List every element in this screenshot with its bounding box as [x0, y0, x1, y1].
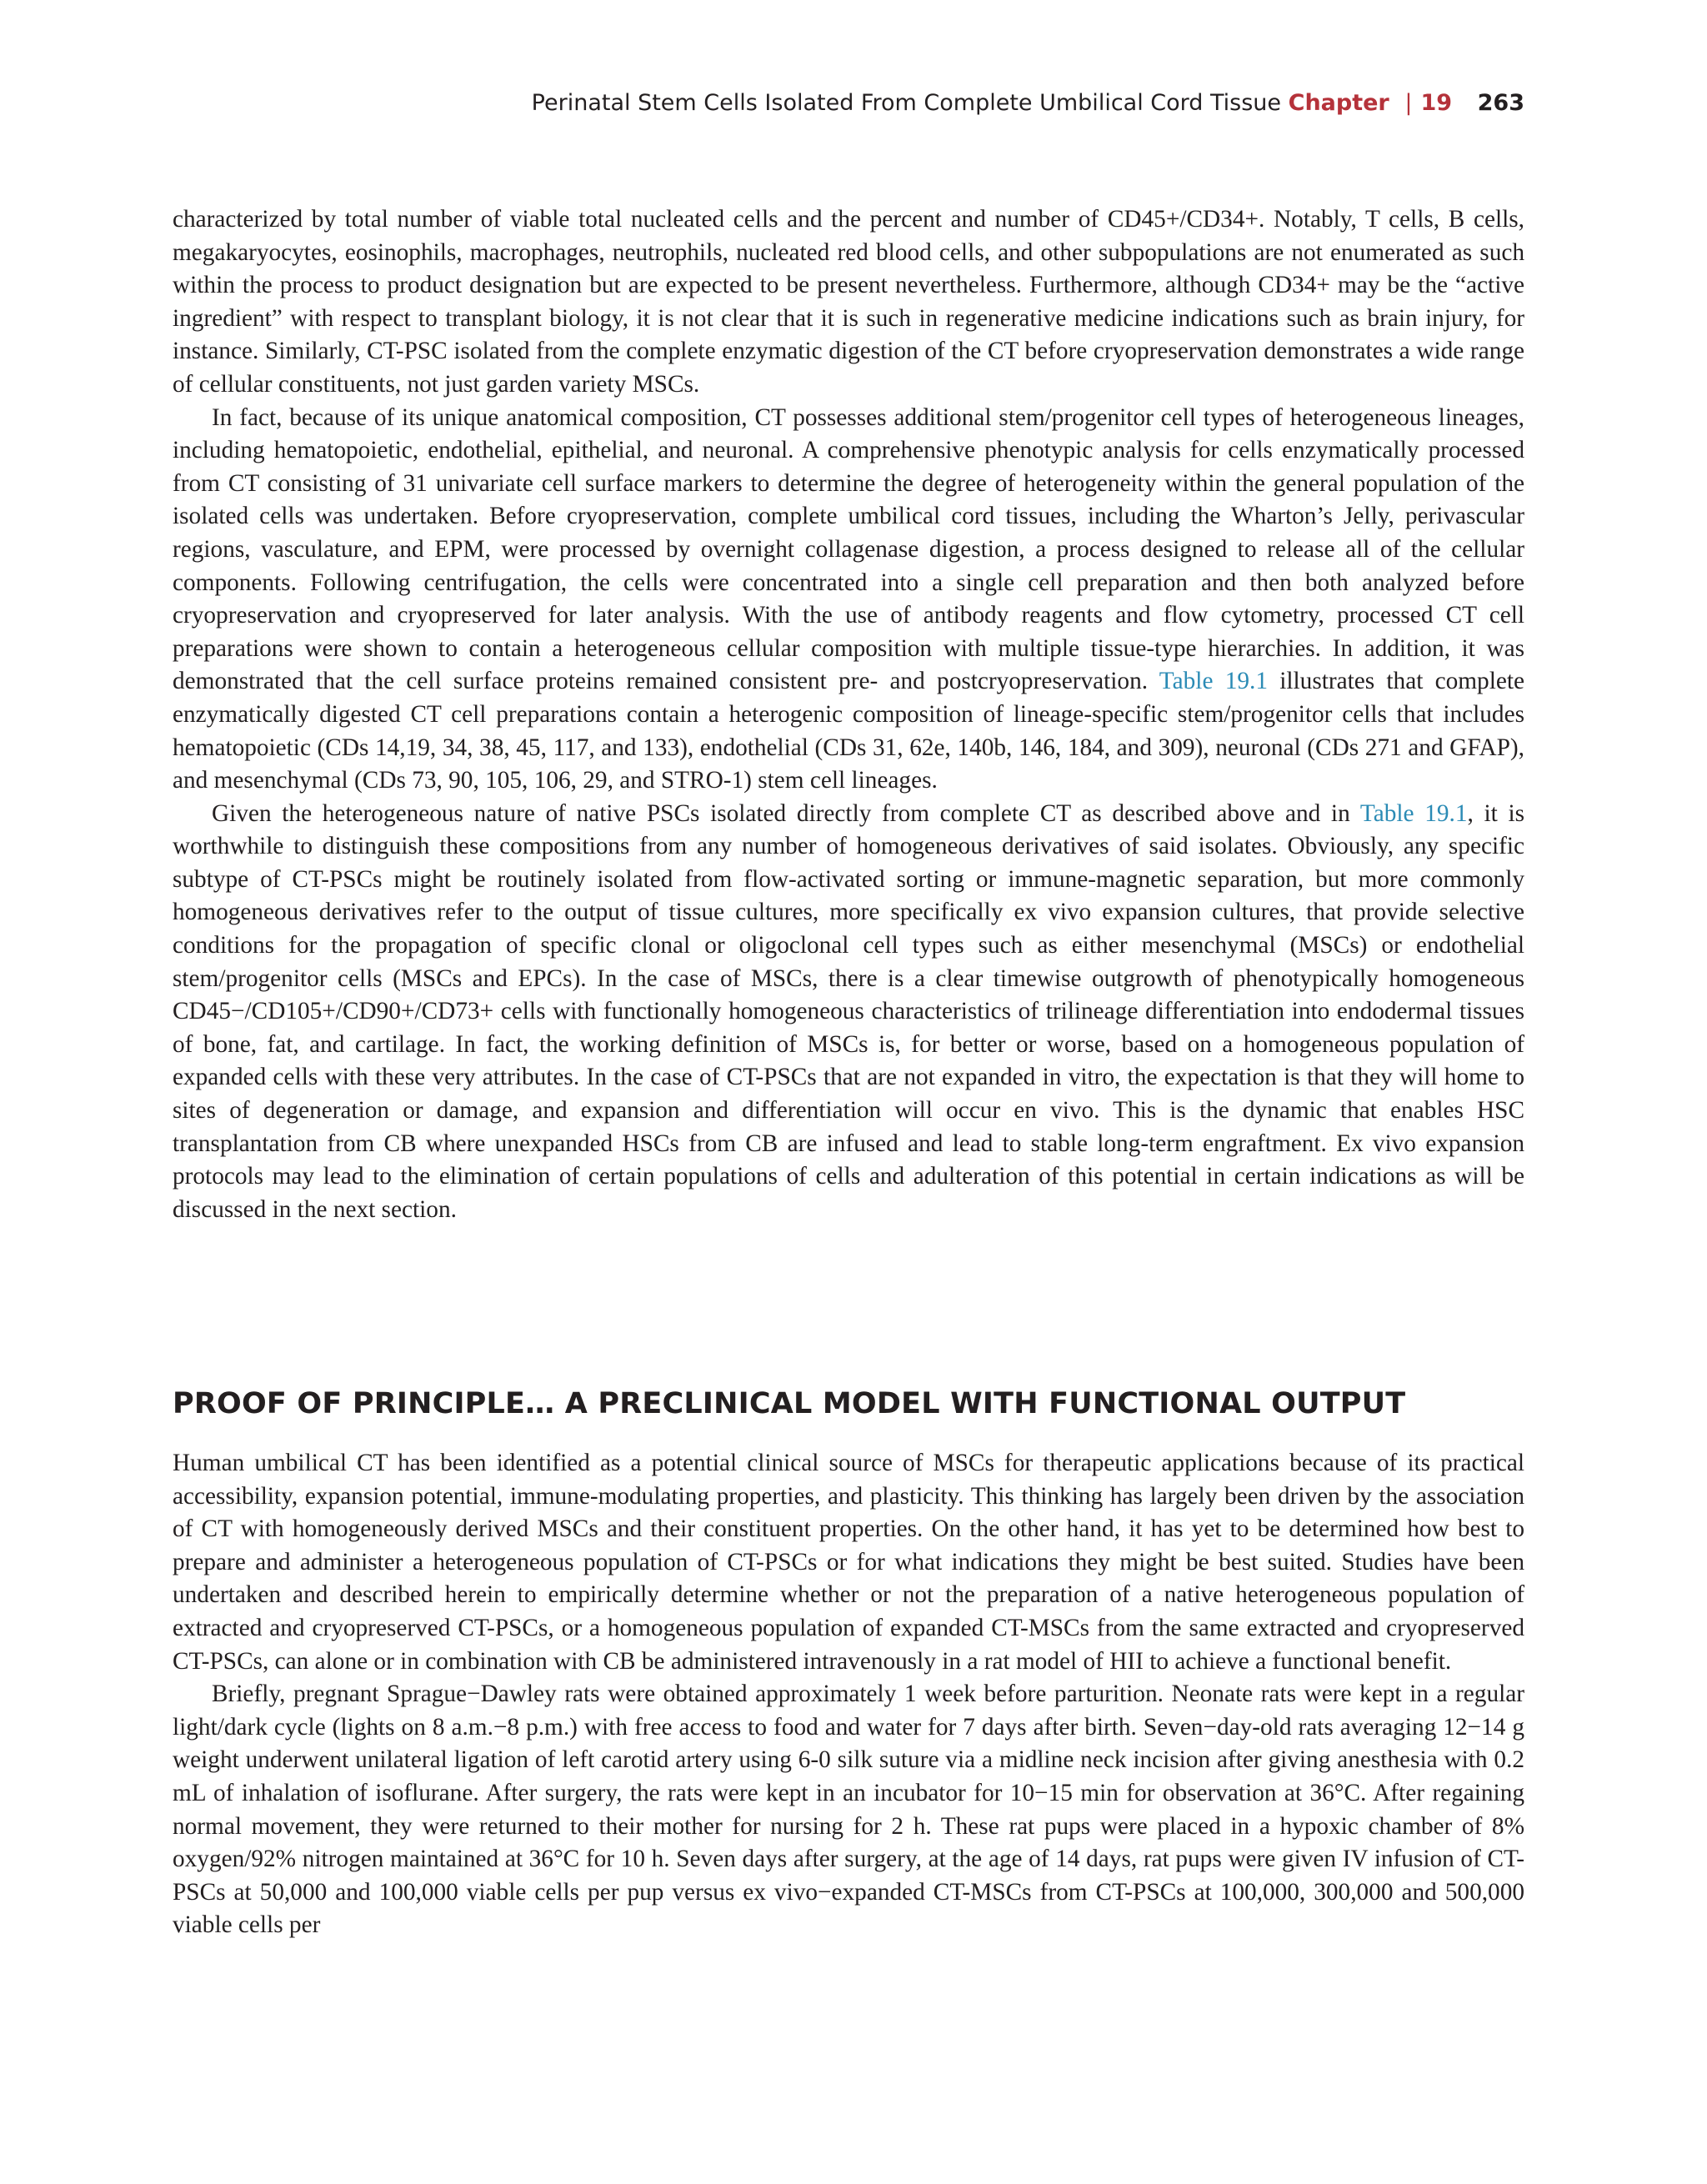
chapter-label: Chapter	[1288, 90, 1389, 116]
paragraph: Briefly, pregnant Sprague−Dawley rats were obtained approximately 1 week before parturition. Neonate rats were kept in a regular light/dark cycle (lights on 8 a.m.−8 p.m.) with free access to food and water for 7 days after birth. Seven−day-old rats averaging 12−14 g weight underwent unilateral ligation of left carotid artery using 6-0 silk suture via a midline neck incision after giving anesthesia with 0.2 mL of inhalation of isoflurane. After surgery, the rats were kept in an incubator for 10−15 min for observation at 36°C. After regaining normal movement, they were returned to their mother for nursing for 2 h. These rat pups were placed in a hypoxic chamber of 8% oxygen/92% nitrogen maintained at 36°C for 10 h. Seven days after surgery, at the age of 14 days, rat pups were given IV infusion of CT-PSCs at 50,000 and 100,000 viable cells per pup versus ex vivo−expanded CT-MSCs from CT-PSCs at 100,000, 300,000 and 500,000 viable cells per	[173, 1681, 1524, 1939]
chapter-number: 19	[1420, 90, 1453, 116]
paragraph-text: , it is worthwhile to distinguish these compositions from any number of homogeneous derivatives of said isolates. Obviously, any specific subtype of CT-PSCs might be routinely isolated from flow-activated sorting or immune-magnetic separation, but more commonly homogeneous derivatives refer to the output of tissue cultures, more specifically ex vivo expansion cultures, that provide selective conditions for the propagation of specific clonal or oligoclonal cell types such as either mesenchymal (MSCs) or endothelial stem/progenitor cells (MSCs and EPCs). In the case of MSCs, there is a clear timewise outgrowth of phenotypically homogeneous CD45−/CD105+/CD90+/CD73+ cells with functionally homogeneous characteristics of trilineage differentiation into endodermal tissues of bone, fat, and cartilage. In fact, the working definition of MSCs is, for better or worse, based on a homogeneous population of expanded cells with these very attributes. In the case of CT-PSCs that are not expanded in vitro, the expectation is that they will home to sites of degeneration or damage, and expansion and differentiation will occur en vivo. This is the dynamic that enables HSC transplantation from CB where unexpanded HSCs from CB are infused and lead to stable long-term engraftment. Ex vivo expansion protocols may lead to the elimination of certain populations of cells and adulteration of this potential in certain indications as will be discussed in the next section.	[173, 799, 1524, 1223]
table-reference-link[interactable]: Table 19.1	[1159, 668, 1268, 695]
section-body	[173, 1447, 1524, 1942]
section-heading: PROOF OF PRINCIPLE… A PRECLINICAL MODEL WITH FUNCTIONAL OUTPUT	[173, 1387, 1406, 1420]
paragraph-text: In fact, because of its unique anatomical composition, CT possesses additional stem/progenitor cell types of heterogeneous lineages, including hematopoietic, endothelial, epithelial, and neuronal. A comprehensive phenotypic analysis for cells enzymatically processed from CT consisting of 31 univariate cell surface markers to determine the degree of heterogeneity within the general population of the isolated cells was undertaken. Before cryopreservation, complete umbilical cord tissues, including the Wharton’s Jelly, perivascular regions, vasculature, and EPM, were processed by overnight collagenase digestion, a process designed to release all of the cellular components. Following centrifugation, the cells were concentrated into a single cell preparation and then both analyzed before cryopreservation and cryopreserved for later analysis. With the use of antibody reagents and flow cytometry, processed CT cell preparations were shown to contain a heterogeneous cellular composition with multiple tissue-type hierarchies. In addition, it was demonstrated that the cell surface proteins remained consistent pre- and postcryopreservation.	[173, 403, 1524, 695]
paragraph-text: Given the heterogeneous nature of native PSCs isolated directly from complete CT as described above and in	[212, 799, 1360, 827]
paragraph-text: illustrates that complete enzymatically digested CT cell preparations contain a heterogenic composition of lineage-specific stem/progenitor cells that includes hematopoietic (CDs 14,19, 34, 38, 45, 117, and 133), endothelial (CDs 31, 62e, 140b, 146, 184, and 309), neuronal (CDs 271 and GFAP), and mesenchymal (CDs 73, 90, 105, 106, 29, and STRO-1) stem cell lineages.	[173, 668, 1524, 794]
running-header	[532, 90, 1524, 116]
section-body	[173, 203, 1524, 1226]
page-number: 263	[1477, 90, 1524, 116]
paragraph	[173, 798, 1524, 1227]
table-reference-link[interactable]: Table 19.1	[1359, 799, 1468, 827]
running-title: Perinatal Stem Cells Isolated From Complete Umbilical Cord Tissue	[531, 90, 1282, 116]
paragraph	[173, 402, 1524, 798]
paragraph: characterized by total number of viable total nucleated cells and the percent and number of CD45+/CD34+. Notably, T cells, B cells, megakaryocytes, eosinophils, macrophages, neutrophils, nucleated red blood cells, and other subpopulations are not enumerated as such within the process to product designation but are expected to be present nevertheless. Furthermore, although CD34+ may be the “active ingredient” with respect to transplant biology, it is not clear that it is such in regenerative medicine indications such as brain injury, for instance. Similarly, CT-PSC isolated from the complete enzymatic digestion of the CT before cryopreservation demonstrates a wide range of cellular constituents, not just garden variety MSCs.	[173, 206, 1524, 398]
header-separator: |	[1404, 90, 1413, 116]
paragraph: Human umbilical CT has been identified as a potential clinical source of MSCs for therapeutic applications because of its practical accessibility, expansion potential, immune-modulating properties, and plasticity. This thinking has largely been driven by the association of CT with homogeneously derived MSCs and their constituent properties. On the other hand, it has yet to be determined how best to prepare and administer a heterogeneous population of CT-PSCs or for what indications they might be best suited. Studies have been undertaken and described herein to empirically determine whether or not the preparation of a native heterogeneous population of extracted and cryopreserved CT-PSCs, or a homogeneous population of expanded CT-MSCs from the same extracted and cryopreserved CT-PSCs, can alone or in combination with CB be administered intravenously in a rat model of HII to achieve a functional benefit.	[173, 1450, 1524, 1675]
